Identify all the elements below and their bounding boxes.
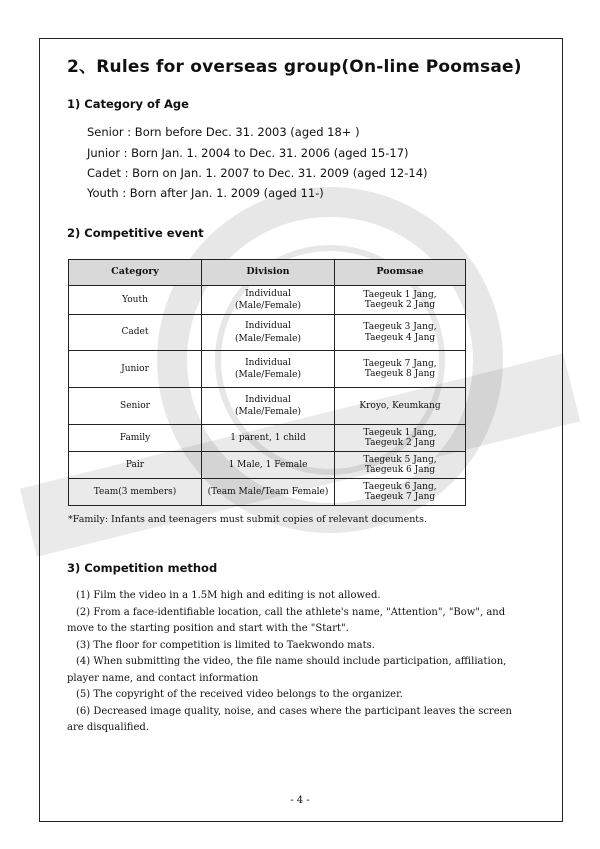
category-cell: Senior bbox=[69, 388, 202, 425]
family-footnote: *Family: Infants and teenagers must submit copies of relevant documents. bbox=[68, 514, 428, 525]
table-row bbox=[69, 315, 466, 351]
page-number: - 4 - bbox=[290, 795, 310, 806]
method-item: (6) Decreased image quality, noise, and cases where the participant leaves the screen are disqualified. bbox=[67, 705, 512, 733]
category-cell: Family bbox=[69, 425, 202, 452]
header-poomsae: Poomsae bbox=[335, 260, 466, 286]
method-item: (1) Film the video in a 1.5M high and editing is not allowed. bbox=[76, 590, 381, 601]
method-item: (3) The floor for competition is limited to Taekwondo mats. bbox=[76, 639, 375, 651]
poomsae-cell: Taegeuk 6 Jang, Taegeuk 7 Jang bbox=[335, 479, 466, 506]
method-item: (4) When submitting the video, the file name should include participation, affiliation, player name, and contact information bbox=[67, 656, 507, 684]
age-junior: Junior : Born Jan. 1. 2004 to Dec. 31. 2006 (aged 15-17) bbox=[87, 146, 409, 160]
division-cell: Individual (Male/Female) bbox=[202, 388, 335, 425]
division-cell: Individual (Male/Female) bbox=[202, 351, 335, 388]
category-cell: Cadet bbox=[69, 315, 202, 351]
poomsae-cell: Taegeuk 1 Jang, Taegeuk 2 Jang bbox=[335, 286, 466, 315]
category-cell: Junior bbox=[69, 351, 202, 388]
poomsae-cell: Taegeuk 1 Jang, Taegeuk 2 Jang bbox=[335, 425, 466, 452]
category-cell: Youth bbox=[69, 286, 202, 315]
age-cadet: Cadet : Born on Jan. 1. 2007 to Dec. 31. 2009 (aged 12-14) bbox=[87, 166, 428, 180]
method-item: (2) From a face-identifiable location, call the athlete's name, "Attention", "Bow", and move to the starting position and start with the "Start". bbox=[67, 606, 506, 634]
age-section-title: 1) Category of Age bbox=[67, 97, 189, 111]
division-cell: 1 Male, 1 Female bbox=[202, 452, 335, 479]
division-cell: Individual (Male/Female) bbox=[202, 315, 335, 351]
age-youth: Youth : Born after Jan. 1. 2009 (aged 11-) bbox=[87, 186, 324, 200]
poomsae-cell: Taegeuk 5 Jang, Taegeuk 6 Jang bbox=[335, 452, 466, 479]
division-cell: 1 parent, 1 child bbox=[202, 425, 335, 452]
poomsae-cell: Kroyo, Keumkang bbox=[335, 388, 466, 425]
age-senior: Senior : Born before Dec. 31. 2003 (aged 18+ ) bbox=[87, 125, 360, 139]
poomsae-cell: Taegeuk 3 Jang, Taegeuk 4 Jang bbox=[335, 315, 466, 351]
division-cell: (Team Male/Team Female) bbox=[202, 479, 335, 506]
method-list bbox=[67, 588, 519, 737]
table-row bbox=[69, 425, 466, 452]
event-section-title: 2) Competitive event bbox=[67, 226, 204, 240]
table-row bbox=[69, 388, 466, 425]
method-section-title: 3) Competition method bbox=[67, 561, 218, 575]
table-row bbox=[69, 452, 466, 479]
table-row bbox=[69, 479, 466, 506]
header-division: Division bbox=[202, 260, 335, 286]
category-cell: Pair bbox=[69, 452, 202, 479]
category-cell: Team(3 members) bbox=[69, 479, 202, 506]
table-row bbox=[69, 286, 466, 315]
header-category: Category bbox=[69, 260, 202, 286]
poomsae-cell: Taegeuk 7 Jang, Taegeuk 8 Jang bbox=[335, 351, 466, 388]
competitive-event-table bbox=[68, 259, 466, 506]
page-title: 2、Rules for overseas group(On-line Poomsae) bbox=[67, 57, 522, 77]
division-cell: Individual (Male/Female) bbox=[202, 286, 335, 315]
table-row bbox=[69, 351, 466, 388]
table-header-row bbox=[69, 260, 466, 286]
method-item: (5) The copyright of the received video belongs to the organizer. bbox=[76, 689, 403, 700]
